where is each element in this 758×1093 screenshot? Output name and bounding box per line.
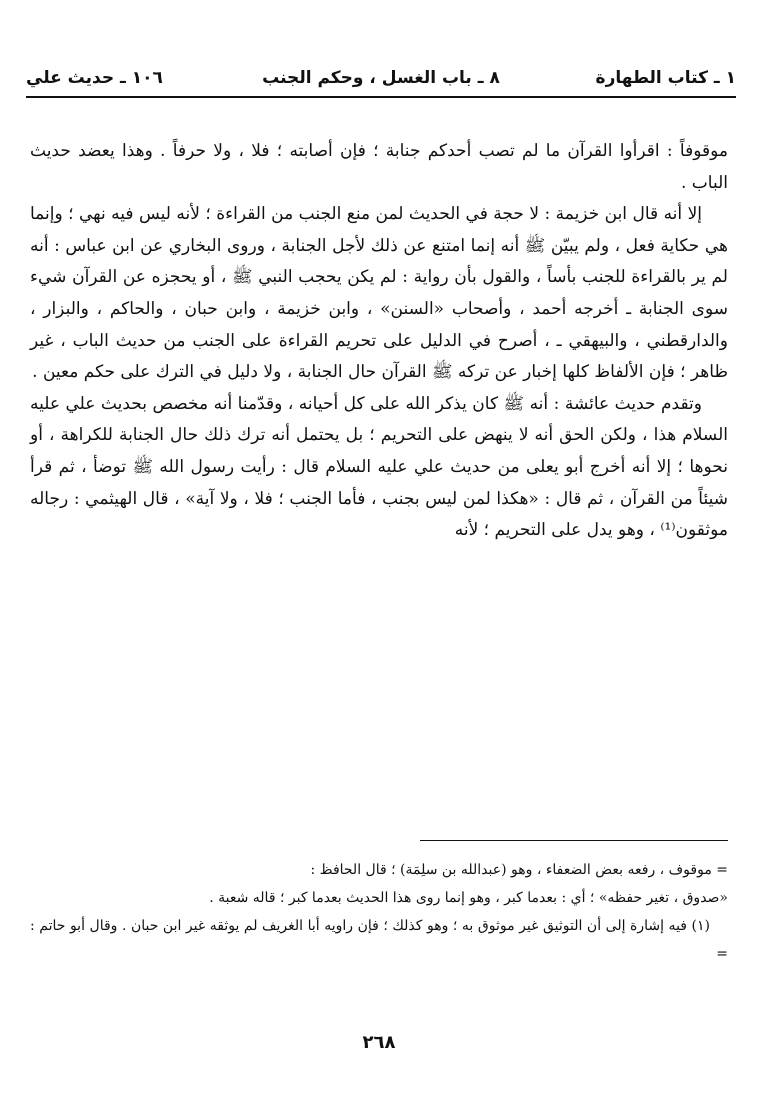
footnote-divider: [420, 840, 728, 841]
paragraph: موقوفاً : اقرأوا القرآن ما لم تصب أحدكم جنابة ؛ فإن أصابته ؛ فلا ، ولا حرفاً . وهذا يعضد حديث الباب .: [30, 141, 728, 193]
footnotes: [30, 856, 728, 968]
page-number: ٢٦٨: [362, 1032, 396, 1053]
paragraph: إلا أنه قال ابن خزيمة : لا حجة في الحديث لمن منع الجنب من القراءة ؛ لأنه ليس فيه نهي ؛ وإنما هي حكاية فعل ، ولم يبيّن ﷺ أنه إنما امتنع عن ذلك لأجل الجنابة ، وروى البخاري عن ابن عباس : أنه لم ير بالقراءة للجنب بأساً ، والقول بأن رواية : لم يكن يحجب النبي ﷺ ، أو يحجزه عن القرآن شيء سوى الجنابة ـ أخرجه أحمد ، وأصحاب «السنن» ، وابن خزيمة ، وابن حبان ، والحاكم ، والبزار ، والدارقطني ، والبيهقي ـ ، أصرح في الدليل على تحريم القراءة على الجنب من حديث الباب ، غير ظاهر ؛ فإن الألفاظ كلها إخبار عن تركه ﷺ القرآن حال الجنابة ، ولا دليل في الترك على حكم معين .: [30, 204, 728, 383]
footnote-quote: «صدوق ، تغير حفظه» ؛ أي : بعدما كبر ، وهو إنما روى هذا الحديث بعدما كبر ؛ قاله شعبة .: [209, 890, 728, 906]
main-text: [30, 136, 728, 547]
header-book-title: ١ ـ كتاب الطهارة: [595, 68, 736, 88]
running-header: [26, 66, 736, 96]
footnote-1: (١) فيه إشارة إلى أن التوثيق غير موثوق به ؛ وهو كذلك ؛ فإن راويه أبا الغريف لم يوثقه غير ابن حبان . وقال أبو حاتم : =: [30, 918, 728, 962]
header-hadith-title: ١٠٦ ـ حديث علي: [26, 68, 163, 88]
header-divider: [26, 96, 736, 98]
footnote-continued: = موقوف ، رفعه بعض الضعفاء ، وهو (عبدالله بن سلِمَة) ؛ قال الحافظ :: [310, 862, 728, 878]
header-chapter-title: ٨ ـ باب الغسل ، وحكم الجنب: [262, 68, 500, 88]
paragraph: وتقدم حديث عائشة : أنه ﷺ كان يذكر الله على كل أحيانه ، وقدّمنا أنه مخصص بحديث علي عليه السلام هذا ، ولكن الحق أنه لا ينهض على التحريم ؛ بل يحتمل أنه ترك ذلك حال الجنابة للكراهة ، أو نحوها ؛ إلا أنه أخرج أبو يعلى من حديث علي عليه السلام قال : رأيت رسول الله ﷺ توضأ ، ثم قرأ شيئاً من القرآن ، ثم قال : «هكذا لمن ليس بجنب ، فأما الجنب ؛ فلا ، ولا آية» ، قال الهيثمي : رجاله موثقون⁽¹⁾ ، وهو يدل على التحريم ؛ لأنه: [30, 393, 728, 541]
